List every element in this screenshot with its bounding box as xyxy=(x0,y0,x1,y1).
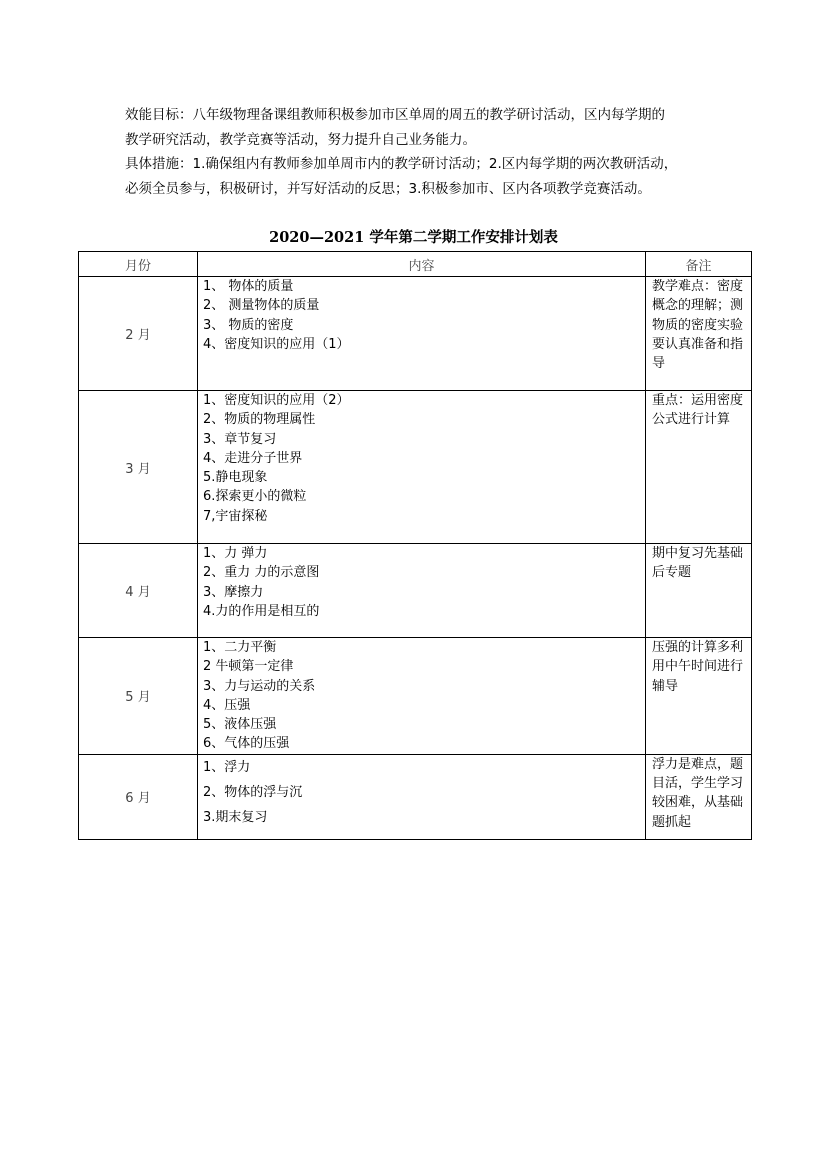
content-item: 3、章节复习 xyxy=(203,431,277,447)
note-cell: 期中复习先基础后专题 xyxy=(646,544,752,638)
header-month: 月份 xyxy=(79,252,198,277)
content-item: 1、密度知识的应用（2） xyxy=(203,393,350,408)
note-cell: 浮力是难点，题目活，学生学习较困难，从基础题抓起 xyxy=(646,754,752,839)
content-item: 1、 物体的质量 xyxy=(203,279,294,294)
table-row xyxy=(79,391,752,544)
month-cell: 3 月 xyxy=(79,391,198,544)
month-cell: 4 月 xyxy=(79,544,198,638)
month-cell: 6 月 xyxy=(79,754,198,839)
table-row xyxy=(79,544,752,638)
intro-line: 具体措施：1.确保组内有教师参加单周市内的教学研讨活动；2.区内每学期的两次教研活动， xyxy=(125,156,678,172)
content-item: 4、压强 xyxy=(203,697,251,713)
intro-paragraph xyxy=(125,103,725,201)
note-cell: 重点：运用密度公式进行计算 xyxy=(646,391,752,544)
content-item: 3、 物质的密度 xyxy=(203,317,294,333)
month-cell: 5 月 xyxy=(79,638,198,755)
content-cell xyxy=(198,391,646,544)
content-item: 5、液体压强 xyxy=(203,717,277,733)
content-item: 2、重力 力的示意图 xyxy=(203,565,320,581)
content-cell xyxy=(198,754,646,839)
content-item: 6、气体的压强 xyxy=(203,736,290,752)
content-item: 5.静电现象 xyxy=(203,470,268,486)
content-item: 2 牛顿第一定律 xyxy=(203,659,294,675)
content-cell xyxy=(198,277,646,391)
header-content: 内容 xyxy=(198,252,646,277)
content-item: 1、浮力 xyxy=(203,759,251,775)
content-item: 4、密度知识的应用（1） xyxy=(203,336,350,352)
content-item: 2、物体的浮与沉 xyxy=(203,784,303,800)
table-row xyxy=(79,638,752,755)
content-item: 1、二力平衡 xyxy=(203,640,277,655)
intro-line: 教学研究活动，教学竞赛等活动，努力提升自己业务能力。 xyxy=(125,131,476,148)
content-item: 6.探索更小的微粒 xyxy=(203,489,307,505)
content-item: 3、摩擦力 xyxy=(203,584,264,600)
table-row xyxy=(79,754,752,839)
content-item: 3、力与运动的关系 xyxy=(203,678,316,694)
intro-line: 效能目标：八年级物理备课组教师积极参加市区单周的周五的教学研讨活动，区内每学期的 xyxy=(125,107,665,123)
header-note: 备注 xyxy=(646,252,752,277)
intro-line: 必须全员参与，积极研讨，并写好活动的反思；3.积极参加市、区内各项教学竞赛活动。 xyxy=(125,180,651,197)
month-cell: 2 月 xyxy=(79,277,198,391)
content-item: 3.期末复习 xyxy=(203,809,268,825)
note-cell: 教学难点：密度概念的理解；测物质的密度实验要认真准备和指导 xyxy=(646,277,752,391)
content-item: 7,宇宙探秘 xyxy=(203,508,268,524)
note-cell: 压强的计算多利用中午时间进行辅导 xyxy=(646,638,752,755)
content-item: 2、物质的物理属性 xyxy=(203,412,316,428)
table-header-row xyxy=(79,252,752,277)
content-cell xyxy=(198,544,646,638)
table-title: 2020—2021 学年第二学期工作安排计划表 xyxy=(269,229,558,246)
content-cell xyxy=(198,638,646,755)
content-item: 4.力的作用是相互的 xyxy=(203,603,320,619)
content-item: 2、 测量物体的质量 xyxy=(203,298,320,314)
work-plan-table xyxy=(78,251,752,840)
content-item: 1、力 弹力 xyxy=(203,546,268,561)
table-row xyxy=(79,277,752,391)
content-item: 4、走进分子世界 xyxy=(203,450,303,466)
